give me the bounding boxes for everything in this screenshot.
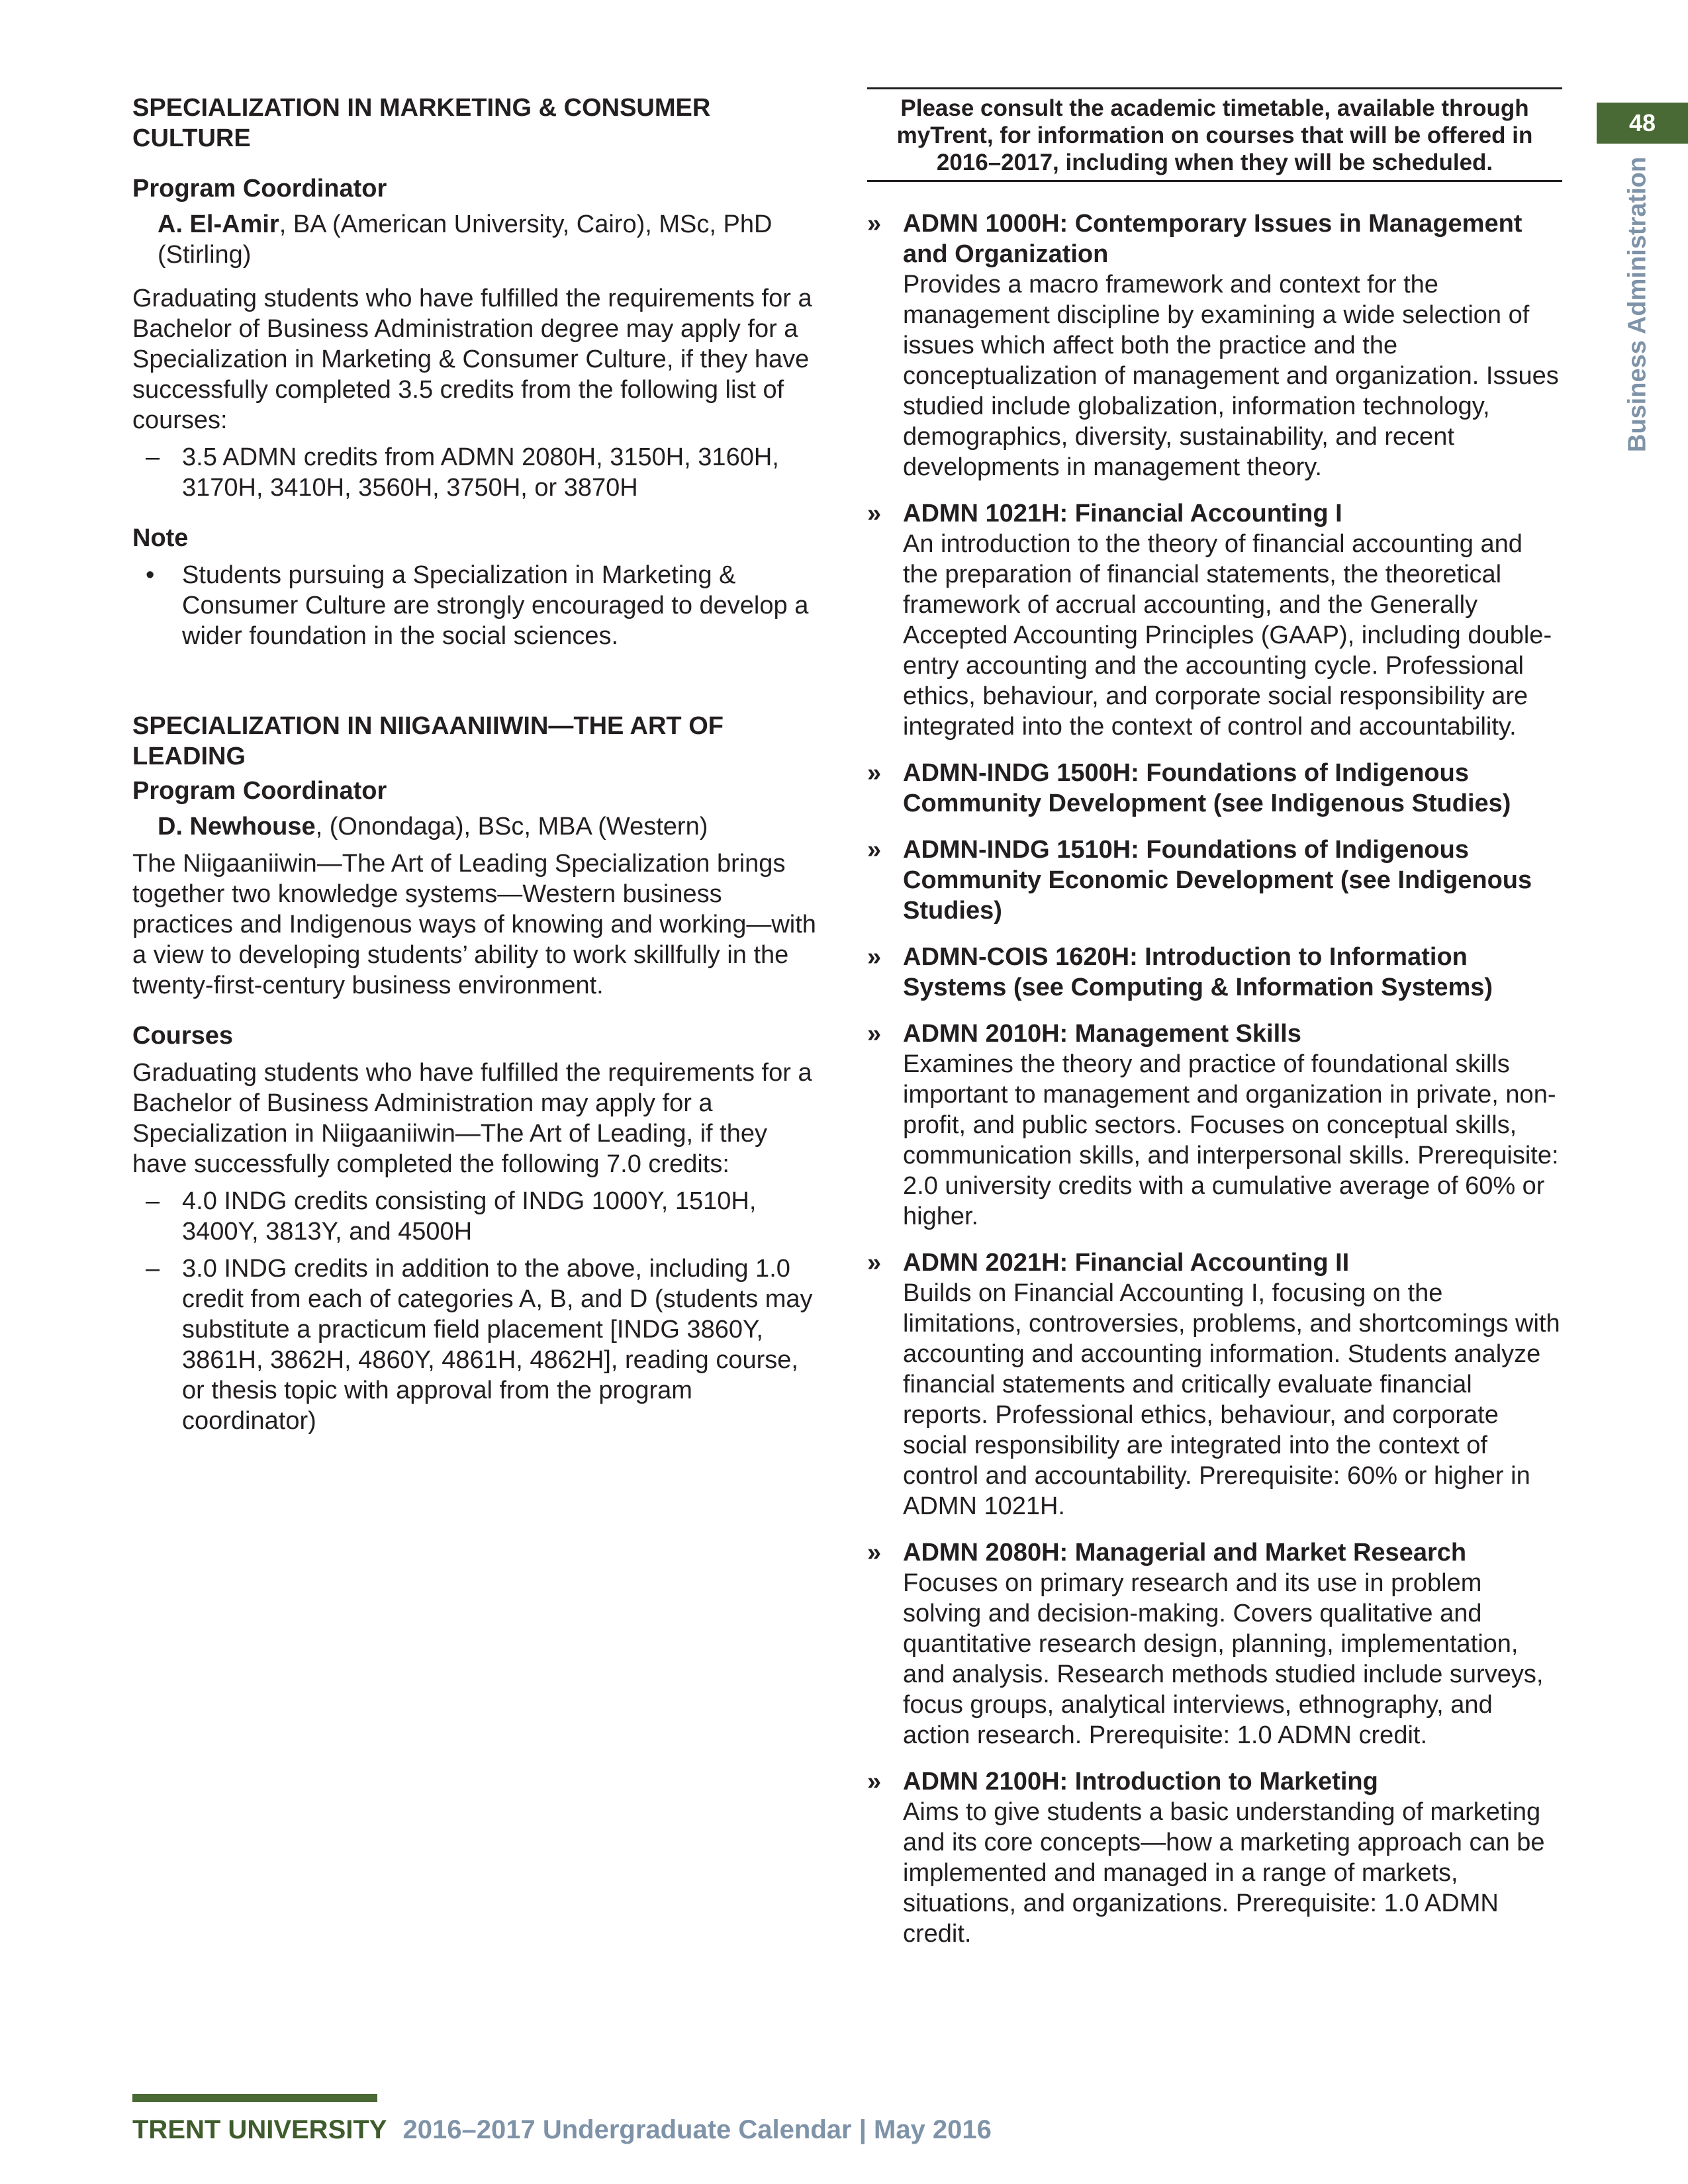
marketing-coordinator-name: A. El-Amir bbox=[158, 210, 279, 238]
niigaaniiwin-requirements-list bbox=[132, 1186, 821, 1436]
niigaaniiwin-courses-heading: Courses bbox=[132, 1022, 234, 1050]
section-side-label: Business Administration bbox=[1623, 156, 1652, 453]
chevron-right-icon: » bbox=[867, 1539, 882, 1567]
course-title: ADMN 1000H: Contemporary Issues in Management and Organization bbox=[903, 210, 1523, 268]
niigaaniiwin-specialization-title: SPECIALIZATION IN NIIGAANIIWIN—THE ART OF LEADING bbox=[132, 712, 724, 770]
course-entry bbox=[867, 1766, 1562, 1949]
marketing-specialization-title: SPECIALIZATION IN MARKETING & CONSUMER CULTURE bbox=[132, 94, 711, 152]
course-entry bbox=[867, 498, 1562, 742]
course-description: Provides a macro framework and context for the management discipline by examining a wide selection of issues which affect both the practice and the conceptualization of management and organization. Issues studied include globalization, information technology, demographics, diversity, sustainability, and recent developments in management theory. bbox=[903, 271, 1559, 481]
course-title: ADMN 2010H: Management Skills bbox=[903, 1020, 1301, 1048]
course-entry bbox=[867, 1248, 1562, 1522]
course-entry bbox=[867, 758, 1562, 819]
note-text: Students pursuing a Specialization in Marketing & Consumer Culture are strongly encouraged to develop a wider foundation in the social sciences. bbox=[182, 561, 809, 650]
chevron-right-icon: » bbox=[867, 836, 882, 864]
chevron-right-icon: » bbox=[867, 210, 882, 238]
course-description: Builds on Financial Accounting I, focusing on the limitations, controversies, problems, and shortcomings with accounting and accounting information. Students analyze financial statements and critically evaluate financial reports. Professional ethics, behaviour, and corporate social responsibility are integrated into the context of control and accountability. Prerequisite: 60% or higher in ADMN 1021H. bbox=[903, 1279, 1560, 1520]
chevron-right-icon: » bbox=[867, 500, 882, 527]
marketing-notes-list bbox=[132, 560, 821, 651]
niigaaniiwin-intro: The Niigaaniiwin—The Art of Leading Specialization brings together two knowledge systems—Western business practices and Indigenous ways of knowing and working—with a view to developing students’ ability to work skillfully in the twenty-first-century business environment. bbox=[132, 850, 816, 999]
course-entry bbox=[867, 208, 1562, 482]
course-title: ADMN-INDG 1510H: Foundations of Indigenous Community Economic Development (see Indigenous Studies) bbox=[903, 836, 1532, 925]
chevron-right-icon: » bbox=[867, 1249, 882, 1277]
course-title: ADMN 2021H: Financial Accounting II bbox=[903, 1249, 1350, 1277]
left-column bbox=[132, 93, 821, 1443]
niigaaniiwin-coordinator-credentials: , (Onondaga), BSc, MBA (Western) bbox=[315, 813, 708, 841]
list-item bbox=[132, 560, 821, 651]
course-entry bbox=[867, 1537, 1562, 1751]
course-description: Focuses on primary research and its use in problem solving and decision-making. Covers qualitative and quantitative research design, planning, implementation, and analysis. Research methods studied include surveys, focus groups, analytical interviews, ethnography, and action research. Prerequisite: 1.0 ADMN credit. bbox=[903, 1569, 1544, 1749]
marketing-coordinator-credentials: , BA (American University, Cairo), MSc, PhD (Stirling) bbox=[158, 210, 773, 269]
niigaaniiwin-coordinator-name: D. Newhouse bbox=[158, 813, 316, 841]
footer bbox=[132, 2115, 992, 2145]
chevron-right-icon: » bbox=[867, 1020, 882, 1048]
niigaaniiwin-courses-intro: Graduating students who have fulfilled the requirements for a Bachelor of Business Administration may apply for a Specialization in Niigaaniiwin—The Art of Leading, if they have successfully completed the following 7.0 credits: bbox=[132, 1059, 812, 1178]
marketing-coordinator-heading: Program Coordinator bbox=[132, 175, 387, 203]
bullet-icon: • bbox=[146, 561, 155, 589]
chevron-right-icon: » bbox=[867, 1768, 882, 1796]
course-entry bbox=[867, 942, 1562, 1003]
marketing-coordinator bbox=[132, 209, 821, 270]
list-item: – 3.5 ADMN credits from ADMN 2080H, 3150H, 3160H, 3170H, 3410H, 3560H, 3750H, or 3870H bbox=[132, 442, 821, 503]
niigaaniiwin-coordinator-heading: Program Coordinator bbox=[132, 777, 387, 805]
footer-calendar: 2016–2017 Undergraduate Calendar | May 2016 bbox=[402, 2115, 992, 2144]
course-title: ADMN 1021H: Financial Accounting I bbox=[903, 500, 1342, 527]
course-title: ADMN-COIS 1620H: Introduction to Information Systems (see Computing & Information Systems) bbox=[903, 943, 1493, 1001]
page-number: 48 bbox=[1597, 103, 1688, 144]
course-title: ADMN 2080H: Managerial and Market Research bbox=[903, 1539, 1467, 1567]
chevron-right-icon: » bbox=[867, 943, 882, 971]
list-item: – 3.0 INDG credits in addition to the above, including 1.0 credit from each of categories A, B, and D (students may substitute a practicum field placement [INDG 3860Y, 3861H, 3862H, 4860Y, 4861H, 4862H], reading course, or thesis topic with approval from the program coordinator) bbox=[132, 1253, 821, 1436]
niigaaniiwin-coordinator bbox=[132, 811, 821, 842]
course-description: An introduction to the theory of financial accounting and the preparation of financial statements, the theoretical framework of accrual accounting, and the Generally Accepted Accounting Principles (GAAP), including double-entry accounting and the accounting cycle. Professional ethics, behaviour, and corporate social responsibility are integrated into the context of control and accountability. bbox=[903, 530, 1552, 741]
marketing-intro: Graduating students who have fulfilled the requirements for a Bachelor of Business Administration degree may apply for a Specialization in Marketing & Consumer Culture, if they have successfully completed 3.5 credits from the following list of courses: bbox=[132, 285, 812, 434]
course-description: Examines the theory and practice of foundational skills important to management and organization in private, non-profit, and public sectors. Focuses on conceptual skills, communication skills, and interpersonal skills. Prerequisite: 2.0 university credits with a cumulative average of 60% or higher. bbox=[903, 1050, 1559, 1230]
timetable-notice: Please consult the academic timetable, available through myTrent, for information on courses that will be offered in 2016–2017, including when they will be scheduled. bbox=[867, 87, 1562, 182]
course-description: Aims to give students a basic understanding of marketing and its core concepts—how a marketing approach can be implemented and managed in a range of markets, situations, and organizations. Prerequisite: 1.0 ADMN credit. bbox=[903, 1798, 1545, 1948]
chevron-right-icon: » bbox=[867, 759, 882, 787]
footer-university: TRENT UNIVERSITY bbox=[132, 2115, 387, 2144]
course-title: ADMN 2100H: Introduction to Marketing bbox=[903, 1768, 1378, 1796]
course-entry bbox=[867, 835, 1562, 926]
footer-rule bbox=[132, 2094, 377, 2102]
course-title: ADMN-INDG 1500H: Foundations of Indigenous Community Development (see Indigenous Studies) bbox=[903, 759, 1511, 817]
right-column bbox=[867, 87, 1562, 1965]
marketing-note-heading: Note bbox=[132, 524, 189, 552]
course-entry bbox=[867, 1019, 1562, 1232]
list-item: – 4.0 INDG credits consisting of INDG 1000Y, 1510H, 3400Y, 3813Y, and 4500H bbox=[132, 1186, 821, 1247]
marketing-requirements-list bbox=[132, 442, 821, 503]
